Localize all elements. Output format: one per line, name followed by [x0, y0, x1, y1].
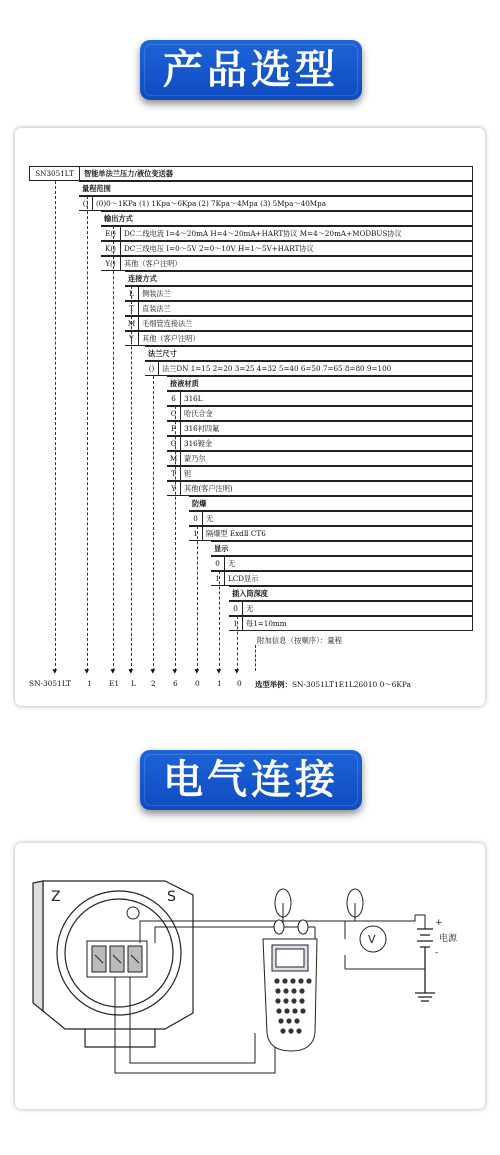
option-code: 1 — [211, 572, 225, 585]
option-text: 无 — [246, 604, 254, 613]
lead-line — [197, 526, 198, 671]
product-name: 智能单法兰压力/液位变送器 — [84, 169, 173, 178]
option-text: 隔爆型 ExdⅡ CT6 — [206, 529, 266, 538]
handheld-communicator-icon — [263, 920, 317, 1051]
lead-line — [255, 645, 256, 671]
arrow-down-icon: ▼ — [110, 668, 116, 675]
option-code: K() — [101, 242, 121, 255]
example-code: 1 — [217, 679, 222, 688]
example-code: 1 — [87, 679, 92, 688]
material-option — [167, 466, 473, 481]
option-text: 316衬四氟 — [184, 424, 220, 433]
selection-banner — [140, 40, 362, 100]
connection-option — [125, 301, 473, 316]
option-text: 钽 — [184, 469, 192, 478]
material-option — [167, 421, 473, 436]
option-text: 每1=10mm — [246, 619, 287, 628]
option-code: 0 — [211, 557, 225, 570]
wiring-banner — [140, 750, 362, 810]
arrow-down-icon: ▼ — [150, 668, 156, 675]
option-text: 无 — [206, 514, 214, 523]
lead-line — [87, 196, 88, 671]
example-code: E1 — [109, 679, 120, 688]
connection-option — [125, 316, 473, 331]
output-option — [101, 226, 473, 241]
example-row — [255, 679, 411, 690]
selection-table — [15, 128, 485, 706]
arrow-down-icon: ▼ — [84, 668, 90, 675]
power-label: 电源 — [439, 934, 458, 944]
terminal-block — [87, 907, 147, 977]
extra-info: 附加信息（按顺序）：量程 — [257, 636, 342, 645]
display-option — [211, 556, 473, 571]
option-text: 法兰DN 1=15 2=20 3=25 4=32 5=40 6=50 7=65 8=80 9=100 — [162, 364, 392, 373]
option-code: 0 — [189, 512, 203, 525]
option-text: 其他（客户注明） — [124, 259, 182, 268]
lead-line — [175, 406, 176, 671]
wiring-card — [15, 843, 485, 1109]
depth-option — [229, 601, 473, 616]
arrow-down-icon: ▼ — [194, 668, 200, 675]
connection-header — [125, 271, 473, 286]
explosion-option — [189, 526, 473, 541]
arrow-down-icon: ▼ — [216, 668, 222, 675]
example-text: SN-3051LT1E1L26010 0～6KPa — [291, 680, 411, 689]
selection-card — [15, 128, 485, 706]
option-text: LCD显示 — [228, 574, 259, 583]
arrow-down-icon: ▼ — [172, 668, 178, 675]
model-row — [29, 166, 473, 181]
section-header: 法兰尺寸 — [148, 349, 177, 358]
meter-symbol: V — [368, 933, 376, 946]
terminal-label-z: Z — [51, 889, 61, 905]
power-minus: - — [435, 948, 439, 958]
arrow-down-icon: ▼ — [52, 668, 58, 675]
option-code: 0 — [229, 602, 243, 615]
explosion-header — [189, 496, 473, 511]
option-text: 其他(客户注明) — [184, 484, 233, 493]
option-code: Y — [125, 332, 139, 345]
connection-option — [125, 331, 473, 346]
section-header: 防爆 — [192, 499, 207, 508]
option-text: DC三线电压 I=0～5V 2=0～10V H=1～5V+HART协议 — [124, 244, 314, 253]
terminal-label-s: S — [167, 889, 176, 905]
option-text: 哈氏合金 — [184, 409, 213, 418]
option-code: 6 — [167, 392, 181, 405]
option-text: 316镀金 — [184, 439, 213, 448]
example-code: 0 — [237, 679, 242, 688]
arrow-down-icon: ▼ — [128, 668, 134, 675]
range-option — [79, 196, 473, 211]
option-code: F — [167, 422, 181, 435]
option-code: M — [167, 452, 181, 465]
section-header: 输出方式 — [104, 214, 133, 223]
option-text: 侧装法兰 — [142, 289, 171, 298]
option-text: 蒙乃尔 — [184, 454, 206, 463]
option-code: () — [145, 362, 159, 375]
arrow-down-icon: ▼ — [234, 668, 240, 675]
lead-line — [113, 226, 114, 671]
example-label: 选型举例： — [255, 680, 292, 689]
display-option — [211, 571, 473, 586]
lead-line — [153, 376, 154, 671]
example-code: SN-3051LT — [29, 679, 72, 688]
option-code: C — [167, 407, 181, 420]
range-header — [79, 181, 473, 196]
depth-option — [229, 616, 473, 631]
output-option — [101, 256, 473, 271]
material-option — [167, 451, 473, 466]
option-code: 1 — [189, 527, 203, 540]
material-option — [167, 436, 473, 451]
option-code: Y() — [101, 257, 121, 270]
section-header: 显示 — [214, 544, 229, 553]
option-text: (0)0～1KPa (1) 1Kpa～6Kpa (2) 7Kpa～4Mpa (3) 5Mpa～40Mpa — [96, 199, 327, 208]
explosion-option — [189, 511, 473, 526]
material-header — [167, 376, 473, 391]
output-header — [101, 211, 473, 226]
wiring-banner-title: 电气连接 — [163, 757, 339, 803]
power-supply-icon — [415, 929, 435, 1001]
power-plus: + — [435, 918, 443, 928]
wiring-diagram — [15, 843, 485, 1109]
section-header: 插入筒深度 — [232, 589, 268, 598]
option-code: 1 — [229, 617, 243, 630]
option-code: T — [125, 302, 139, 315]
option-text: 316L — [184, 394, 203, 403]
option-code: E() — [101, 227, 121, 240]
example-code: 0 — [195, 679, 200, 688]
example-code: L — [131, 679, 136, 688]
option-code: () — [79, 197, 93, 210]
example-code: 2 — [151, 679, 156, 688]
section-header: 连接方式 — [128, 274, 157, 283]
model-code: SN3051LT — [30, 167, 80, 180]
lead-line — [237, 616, 238, 671]
lead-line — [55, 181, 56, 671]
lead-line — [219, 571, 220, 671]
material-option — [167, 391, 473, 406]
material-option — [167, 406, 473, 421]
voltmeter — [360, 926, 386, 952]
option-code: Y — [167, 482, 181, 495]
section-header: 量程范围 — [82, 184, 111, 193]
option-text: 无 — [228, 559, 236, 568]
flange-option — [145, 361, 473, 376]
example-code: 6 — [173, 679, 178, 688]
selection-banner-title: 产品选型 — [163, 47, 339, 93]
material-option — [167, 481, 473, 496]
option-text: DC二线电流 I=4～20mA H=4～20mA+HART协议 M=4～20mA+MODBUS协议 — [124, 229, 402, 238]
option-text: 其他（客户注明） — [142, 334, 200, 343]
option-text: 毛细管连接法兰 — [142, 319, 193, 328]
option-code: G — [167, 437, 181, 450]
flange-header — [145, 346, 473, 361]
option-text: 直装法兰 — [142, 304, 171, 313]
lead-line — [131, 286, 132, 671]
output-option — [101, 241, 473, 256]
option-code: M — [125, 317, 139, 330]
option-code: L — [125, 287, 139, 300]
display-header — [211, 541, 473, 556]
section-header: 接液材质 — [170, 379, 199, 388]
depth-header — [229, 586, 473, 601]
connection-option — [125, 286, 473, 301]
option-code: T — [167, 467, 181, 480]
